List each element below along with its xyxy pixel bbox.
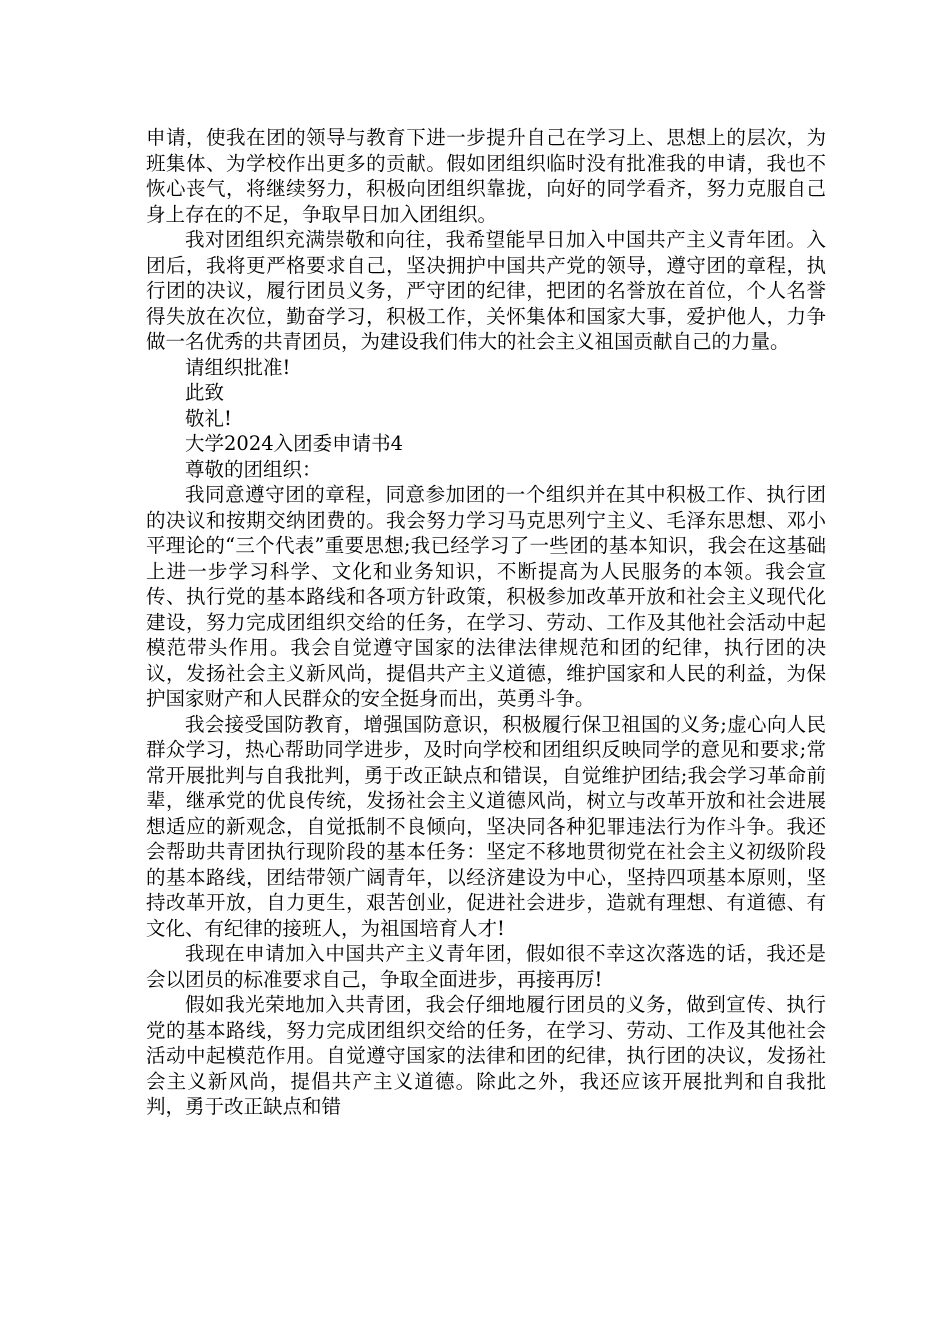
closing-regards: 敬礼! [185, 406, 232, 430]
paragraph-3: 我同意遵守团的章程，同意参加团的一个组织并在其中积极工作、执行团的决议和按期交纳团费的。我会努力学习马克思列宁主义、毛泽东思想、邓小平理论的“三个代表”重要思想;我已经学习了一些团的基本知识，我会在这基础上进一步学习科学、文化和业务知识，不断提高为人民服务的本领。我会宣传、执行党的基本路线和各项方针政策，积极参加改革开放和社会主义现代化建设，努力完成团组织交给的任务，在学习、劳动、工作及其他社会活动中起模范带头作用。我会自觉遵守国家的法律法律规范和团的纪律，执行团的决议，发扬社会主义新风尚，提倡共产主义道德，维护国家和人民的利益，为保护国家财产和人民群众的安全挺身而出，英勇斗争。 [146, 483, 826, 710]
closing-request: 请组织批准! [185, 355, 291, 379]
paragraph-2: 我对团组织充满崇敬和向往，我希望能早日加入中国共产主义青年团。入团后，我将更严格要求自己，坚决拥护中国共产党的领导，遵守团的章程，执行团的决议，履行团员义务，严守团的纪律，把团的名誉放在首位，个人名誉得失放在次位，勤奋学习，积极工作，关怀集体和国家大事，爱护他人，力争做一名优秀的共青团员，为建设我们伟大的社会主义祖国贡献自己的力量。 [146, 228, 826, 353]
paragraph-4: 我会接受国防教育，增强国防意识，积极履行保卫祖国的义务;虚心向人民群众学习，热心帮助同学进步，及时向学校和团组织反映同学的意见和要求;常常开展批判与自我批判，勇于改正缺点和错误，自觉维护团结;我会学习革命前辈，继承党的优良传统，发扬社会主义道德风尚，树立与改革开放和社会进展想适应的新观念，自觉抵制不良倾向，坚决同各种犯罪违法行为作斗争。我还会帮助共青团执行现阶段的基本任务：坚定不移地贯彻党在社会主义初级阶段的基本路线，团结带领广阔青年，以经济建设为中心，坚持四项基本原则，坚持改革开放，自力更生，艰苦创业，促进社会进步，造就有理想、有道德、有文化、有纪律的接班人，为祖国培育人才! [146, 712, 826, 940]
paragraph-6: 假如我光荣地加入共青团，我会仔细地履行团员的义务，做到宣传、执行党的基本路线，努力完成团组织交给的任务，在学习、劳动、工作及其他社会活动中起模范作用。自觉遵守国家的法律和团的纪律，执行团的决议，发扬社会主义新风尚，提倡共产主义道德。除此之外，我还应该开展批判和自我批判，勇于改正缺点和错 [146, 993, 826, 1118]
section-title: 大学2024入团委申请书4 [185, 432, 404, 455]
closing-salutation: 此致 [185, 381, 225, 404]
document-page [146, 125, 826, 1120]
paragraph-5: 我现在申请加入中国共产主义青年团，假如很不幸这次落选的话，我还是会以团员的标准要求自己，争取全面进步，再接再厉! [146, 942, 826, 991]
paragraph-1: 申请，使我在团的领导与教育下进一步提升自己在学习上、思想上的层次，为班集体、为学校作出更多的贡献。假如团组织临时没有批准我的申请，我也不恢心丧气，将继续努力，积极向团组织靠拢，向好的同学看齐，努力克服自己身上存在的不足，争取早日加入团组织。 [146, 126, 826, 226]
letter-greeting: 尊敬的团组织： [185, 457, 322, 481]
